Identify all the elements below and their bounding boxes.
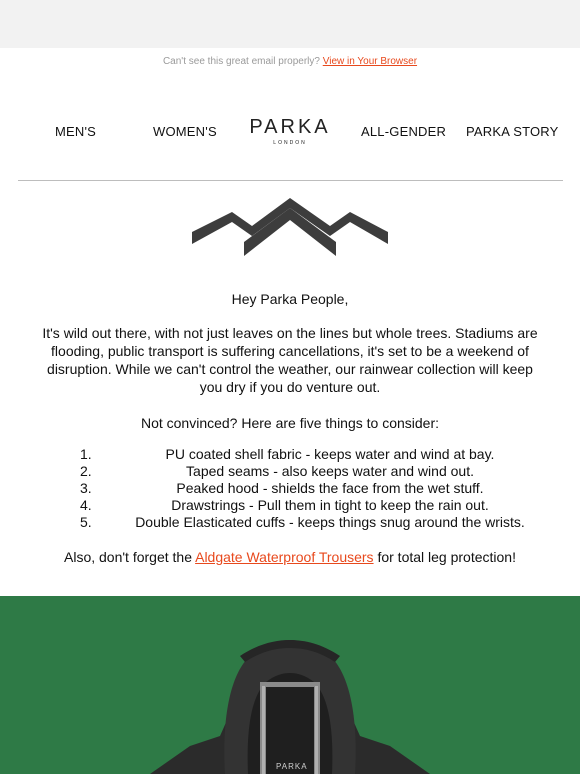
logo-subtitle: LONDON bbox=[273, 140, 307, 146]
top-gray-band bbox=[0, 0, 580, 48]
closing-paragraph bbox=[40, 548, 540, 566]
list-intro: Not convinced? Here are five things to consider: bbox=[140, 415, 440, 431]
view-in-browser-link[interactable]: View in Your Browser bbox=[322, 56, 418, 67]
list-item bbox=[60, 480, 530, 497]
list-item bbox=[60, 497, 530, 514]
list-text: Double Elasticated cuffs - keeps things snug around the wrists. bbox=[135, 514, 525, 530]
header-divider bbox=[18, 180, 563, 181]
intro-paragraph: It's wild out there, with not just leaves on the lines but whole trees. Stadiums are flooding, public transport is suffering cancellations, it's set to be a weekend of disruption. While we can't control the weather, our rainwear collection will keep you dry if you do venture out. bbox=[42, 325, 538, 395]
closing-text-before: Also, don't forget the bbox=[64, 549, 192, 565]
nav-womens[interactable]: WOMEN'S bbox=[153, 124, 217, 139]
list-text: Drawstrings - Pull them in tight to keep the rain out. bbox=[171, 497, 489, 513]
list-number: 2. bbox=[80, 463, 92, 479]
jacket-illustration bbox=[0, 596, 580, 774]
list-item bbox=[60, 446, 530, 463]
email-container bbox=[0, 48, 580, 774]
aldgate-trousers-link[interactable]: Aldgate Waterproof Trousers bbox=[195, 549, 374, 565]
list-number: 1. bbox=[80, 446, 92, 462]
greeting: Hey Parka People, bbox=[231, 291, 349, 307]
list-text: Peaked hood - shields the face from the wet stuff. bbox=[176, 480, 484, 496]
main-nav bbox=[0, 116, 580, 150]
logo-wordmark: PARKA bbox=[249, 116, 331, 138]
list-text: PU coated shell fabric - keeps water and wind at bay. bbox=[165, 446, 495, 462]
preheader-text: Can't see this great email properly? bbox=[162, 56, 320, 67]
hero-image[interactable] bbox=[0, 596, 580, 774]
jacket-label: PARKA bbox=[276, 762, 308, 771]
list-number: 4. bbox=[80, 497, 92, 513]
nav-parka-story[interactable]: PARKA STORY bbox=[466, 124, 559, 139]
nav-all-gender[interactable]: ALL-GENDER bbox=[361, 124, 447, 139]
mountain-icon bbox=[192, 198, 388, 260]
nav-mens[interactable]: MEN'S bbox=[55, 124, 97, 139]
list-number: 3. bbox=[80, 480, 92, 496]
list-item bbox=[60, 514, 530, 531]
preheader bbox=[0, 56, 580, 67]
features-list bbox=[60, 446, 530, 531]
closing-text-after: for total leg protection! bbox=[377, 549, 516, 565]
list-item bbox=[60, 463, 530, 480]
list-text: Taped seams - also keeps water and wind out. bbox=[186, 463, 474, 479]
list-number: 5. bbox=[80, 514, 92, 530]
parka-logo[interactable] bbox=[240, 116, 340, 150]
